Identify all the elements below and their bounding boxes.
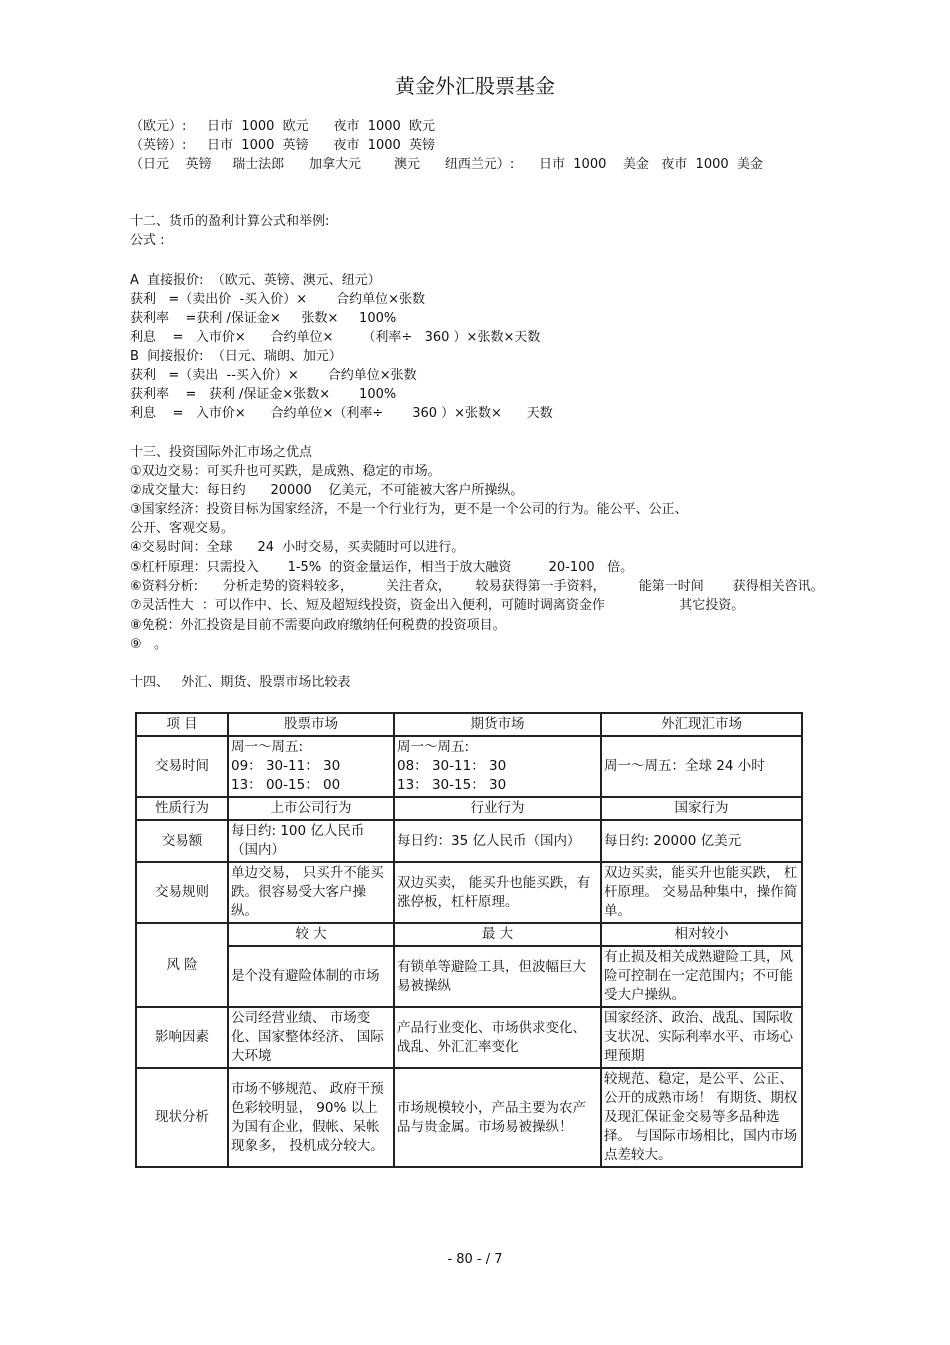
table-header-cell: 外汇现汇市场 [601,713,802,736]
table-cell: 有止损及相关成熟避险工具，风险可控制在一定范围内；不可能受大户操纵。 [601,946,802,1007]
table-cell: 较规范、稳定，是公平、公正、公开的成熟市场！ 有期货、期权及现汇保证金交易等多品种选择。 与国际市场相比，国内市场点差较大。 [601,1068,802,1167]
table-cell: 双边买卖， 能买升也能买跌，有涨停板，杠杆原理。 [394,862,601,923]
row-label: 交易规则 [136,862,228,923]
comparison-table [135,712,803,1168]
table-header-row [136,713,802,736]
table-cell: 周一～周五: 08： 30-11： 30 13： 30-15： 30 [394,736,601,797]
table-cell: 单边交易， 只买升不能买跌。很容易受大客户操纵。 [228,862,394,923]
table-cell: 产品行业变化、市场供求变化、战乱、外汇汇率变化 [394,1007,601,1068]
table-cell: 上市公司行为 [228,797,394,820]
text-line: ①双边交易：可买升也可买跌，是成熟、稳定的市场。 [130,464,441,479]
text-line: 利息 = 入市价× 合约单位× （利率÷ 360 ）×张数×天数 [130,330,541,345]
text-line: 获利率 = 获利 /保证金×张数× 100% [130,387,397,402]
table-cell: 市场规模较小，产品主要为农产品与贵金属。市场易被操纵！ [394,1068,601,1167]
text-line: 获利率 =获利 /保证金× 张数× 100% [130,311,397,326]
table-cell: 国家经济、政治、战乱、国际收支状况、实际利率水平、市场心理预期 [601,1007,802,1068]
text-line: 公式 : [130,233,165,248]
table-cell: 双边买卖，能买升也能买跌， 杠杆原理。 交易品种集中，操作简单。 [601,862,802,923]
text-line: A 直接报价: （欧元、英镑、澳元、纽元） [130,273,381,288]
row-label: 风 险 [136,923,228,1007]
table-cell: 每日约: 20000 亿美元 [601,820,802,862]
table-header-cell: 项 目 [136,713,228,736]
text-line: ⑥资料分析: 分析走势的资料较多， 关注者众， 较易获得第一手资料， 能第一时间 获得相关咨讯。 [130,579,824,594]
table-cell: 公司经营业绩、 市场变化、国家整体经济、 国际大环境 [228,1007,394,1068]
text-line: （英镑）: 日市 1000 英镑 夜市 1000 英镑 [130,138,436,153]
table-row [136,923,802,946]
table-header-cell: 期货市场 [394,713,601,736]
text-line: ⑨ 。 [130,637,168,652]
text-line: ⑤杠杆原理：只需投入 1-5% 的资金量运作，相当于放大融资 20-100 倍。 [130,560,634,575]
table-cell: 周一～周五：全球 24 小时 [601,736,802,797]
table-subheader-cell: 最 大 [394,923,601,946]
text-line: ③国家经济：投资目标为国家经济，不是一个行业行为，更不是一个公司的行为。能公平、公正、 [130,502,688,517]
table-cell: 国家行为 [601,797,802,820]
text-line: ②成交量大：每日约 20000 亿美元，不可能被大客户所操纵。 [130,483,524,498]
table-header-cell: 股票市场 [228,713,394,736]
text-line: （欧元）: 日市 1000 欧元 夜市 1000 欧元 [130,119,436,134]
section-heading: 十三、投资国际外汇市场之优点 [130,445,313,460]
table-subheader-cell: 相对较小 [601,923,802,946]
row-label: 交易时间 [136,736,228,797]
text-line: （日元 英镑 瑞士法郎 加拿大元 澳元 纽西兰元）: 日市 1000 美金 夜市 1000 美金 [130,157,763,172]
row-label: 性质行为 [136,797,228,820]
text-line: ⑦灵活性大 ：可以作中、长、短及超短线投资，资金出入便利，可随时调离资金作 其它投资。 [130,598,745,613]
table-cell: 行业行为 [394,797,601,820]
table-row [136,862,802,923]
text-line: ⑧免税：外汇投资是目前不需要向政府缴纳任何税费的投资项目。 [130,618,506,633]
table-cell: 市场不够规范、 政府干预色彩较明显， 90% 以上为国有企业，假帐、呆帐现象多， 投机成分较大。 [228,1068,394,1167]
page-number: - 80 - / 7 [447,1252,503,1267]
table-cell: 每日约: 100 亿人民币 （国内） [228,820,394,862]
text-line: 获利 =（卖出价 -买入价）× 合约单位×张数 [130,292,425,307]
row-label: 影响因素 [136,1007,228,1068]
table-cell: 有锁单等避险工具，但波幅巨大易被操纵 [394,946,601,1007]
table-cell: 是个没有避险体制的市场 [228,946,394,1007]
section-heading: 十二、货币的盈利计算公式和举例: [130,214,330,229]
text-line: 获利 =（卖出 --买入价）× 合约单位×张数 [130,368,417,383]
table-row [136,1068,802,1167]
table-subheader-cell: 较 大 [228,923,394,946]
text-line: 利息 = 入市价× 合约单位×（利率÷ 360 ）×张数× 天数 [130,406,553,421]
table-row [136,946,802,1007]
table-row [136,820,802,862]
text-line: B 间接报价: （日元、瑞朗、加元） [130,349,342,364]
table-row [136,1007,802,1068]
section-heading: 十四、 外汇、期货、股票市场比较表 [130,675,351,690]
table-row [136,736,802,797]
text-line: 公开、客观交易。 [130,521,235,536]
row-label: 现状分析 [136,1068,228,1167]
table-row [136,797,802,820]
page-title: 黄金外汇股票基金 [395,74,555,98]
text-line: ④交易时间：全球 24 小时交易，买卖随时可以进行。 [130,540,465,555]
table-cell: 周一～周五: 09： 30-11： 30 13： 00-15： 00 [228,736,394,797]
row-label: 交易额 [136,820,228,862]
table-cell: 每日约：35 亿人民币（国内） [394,820,601,862]
